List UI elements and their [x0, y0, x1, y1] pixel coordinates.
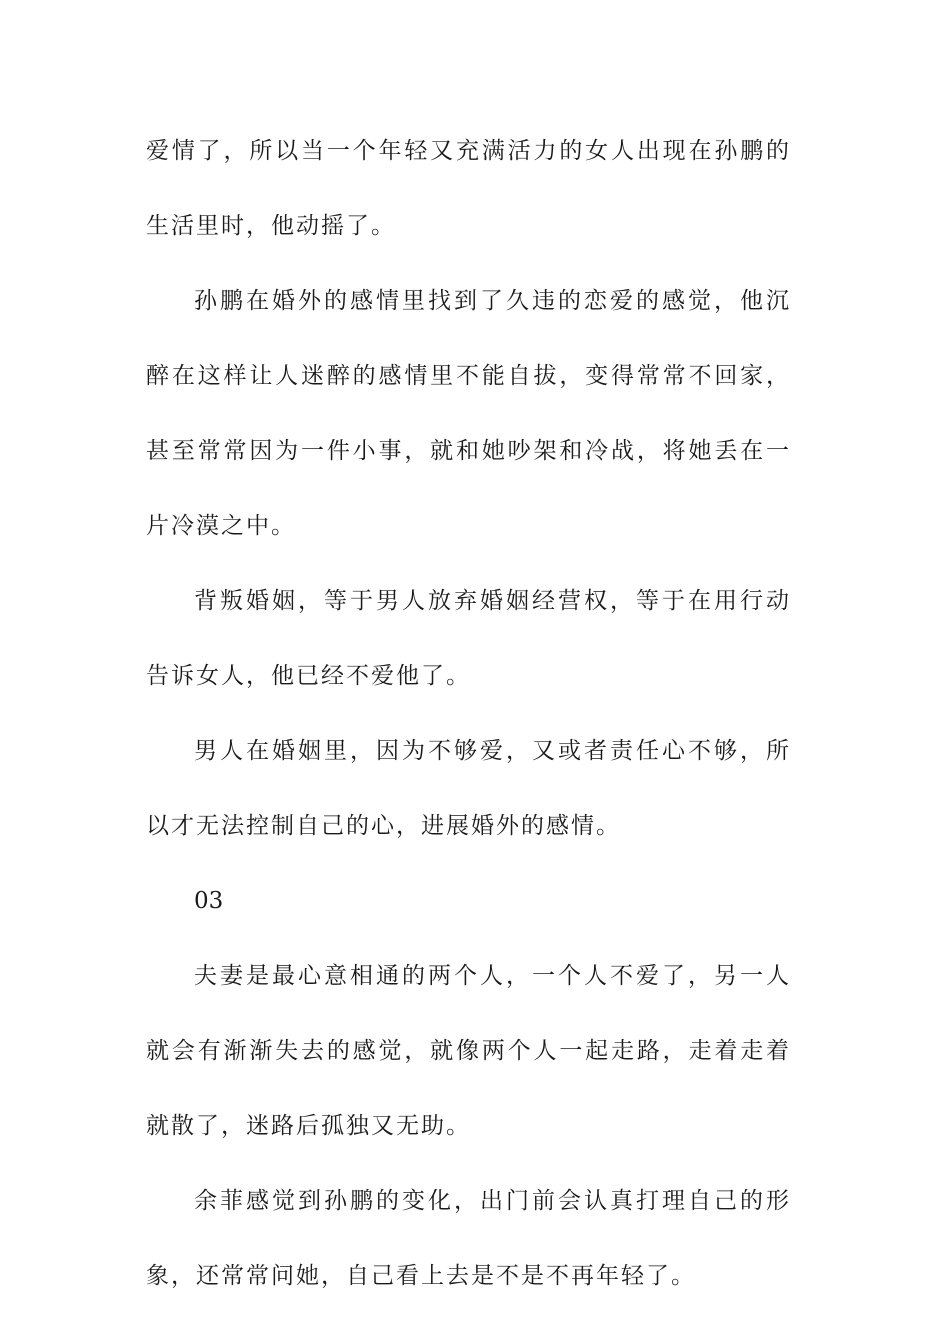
paragraph-5: 夫妻是最心意相通的两个人，一个人不爱了，另一人就会有渐渐失去的感觉，就像两个人一起走路，走着走着就散了，迷路后孤独又无助。 — [146, 963, 791, 1139]
paragraph-1: 爱情了，所以当一个年轻又充满活力的女人出现在孙鹏的生活里时，他动摇了。 — [146, 138, 791, 239]
paragraph-2: 孙鹏在婚外的感情里找到了久违的恋爱的感觉，他沉醉在这样让人迷醉的感情里不能自拔，变得常常不回家，甚至常常因为一件小事，就和她吵架和冷战，将她丢在一片冷漠之中。 — [146, 288, 791, 539]
paragraph-6: 余菲感觉到孙鹏的变化，出门前会认真打理自己的形象，还常常问她，自己看上去是不是不再年轻了。 — [146, 1188, 791, 1289]
paragraph-3: 背叛婚姻，等于男人放弃婚姻经营权，等于在用行动告诉女人，他已经不爱他了。 — [146, 588, 791, 689]
paragraph-4: 男人在婚姻里，因为不够爱，又或者责任心不够，所以才无法控制自己的心，进展婚外的感情。 — [146, 738, 791, 839]
body-text — [146, 114, 791, 1314]
section-number: 03 — [194, 888, 224, 914]
